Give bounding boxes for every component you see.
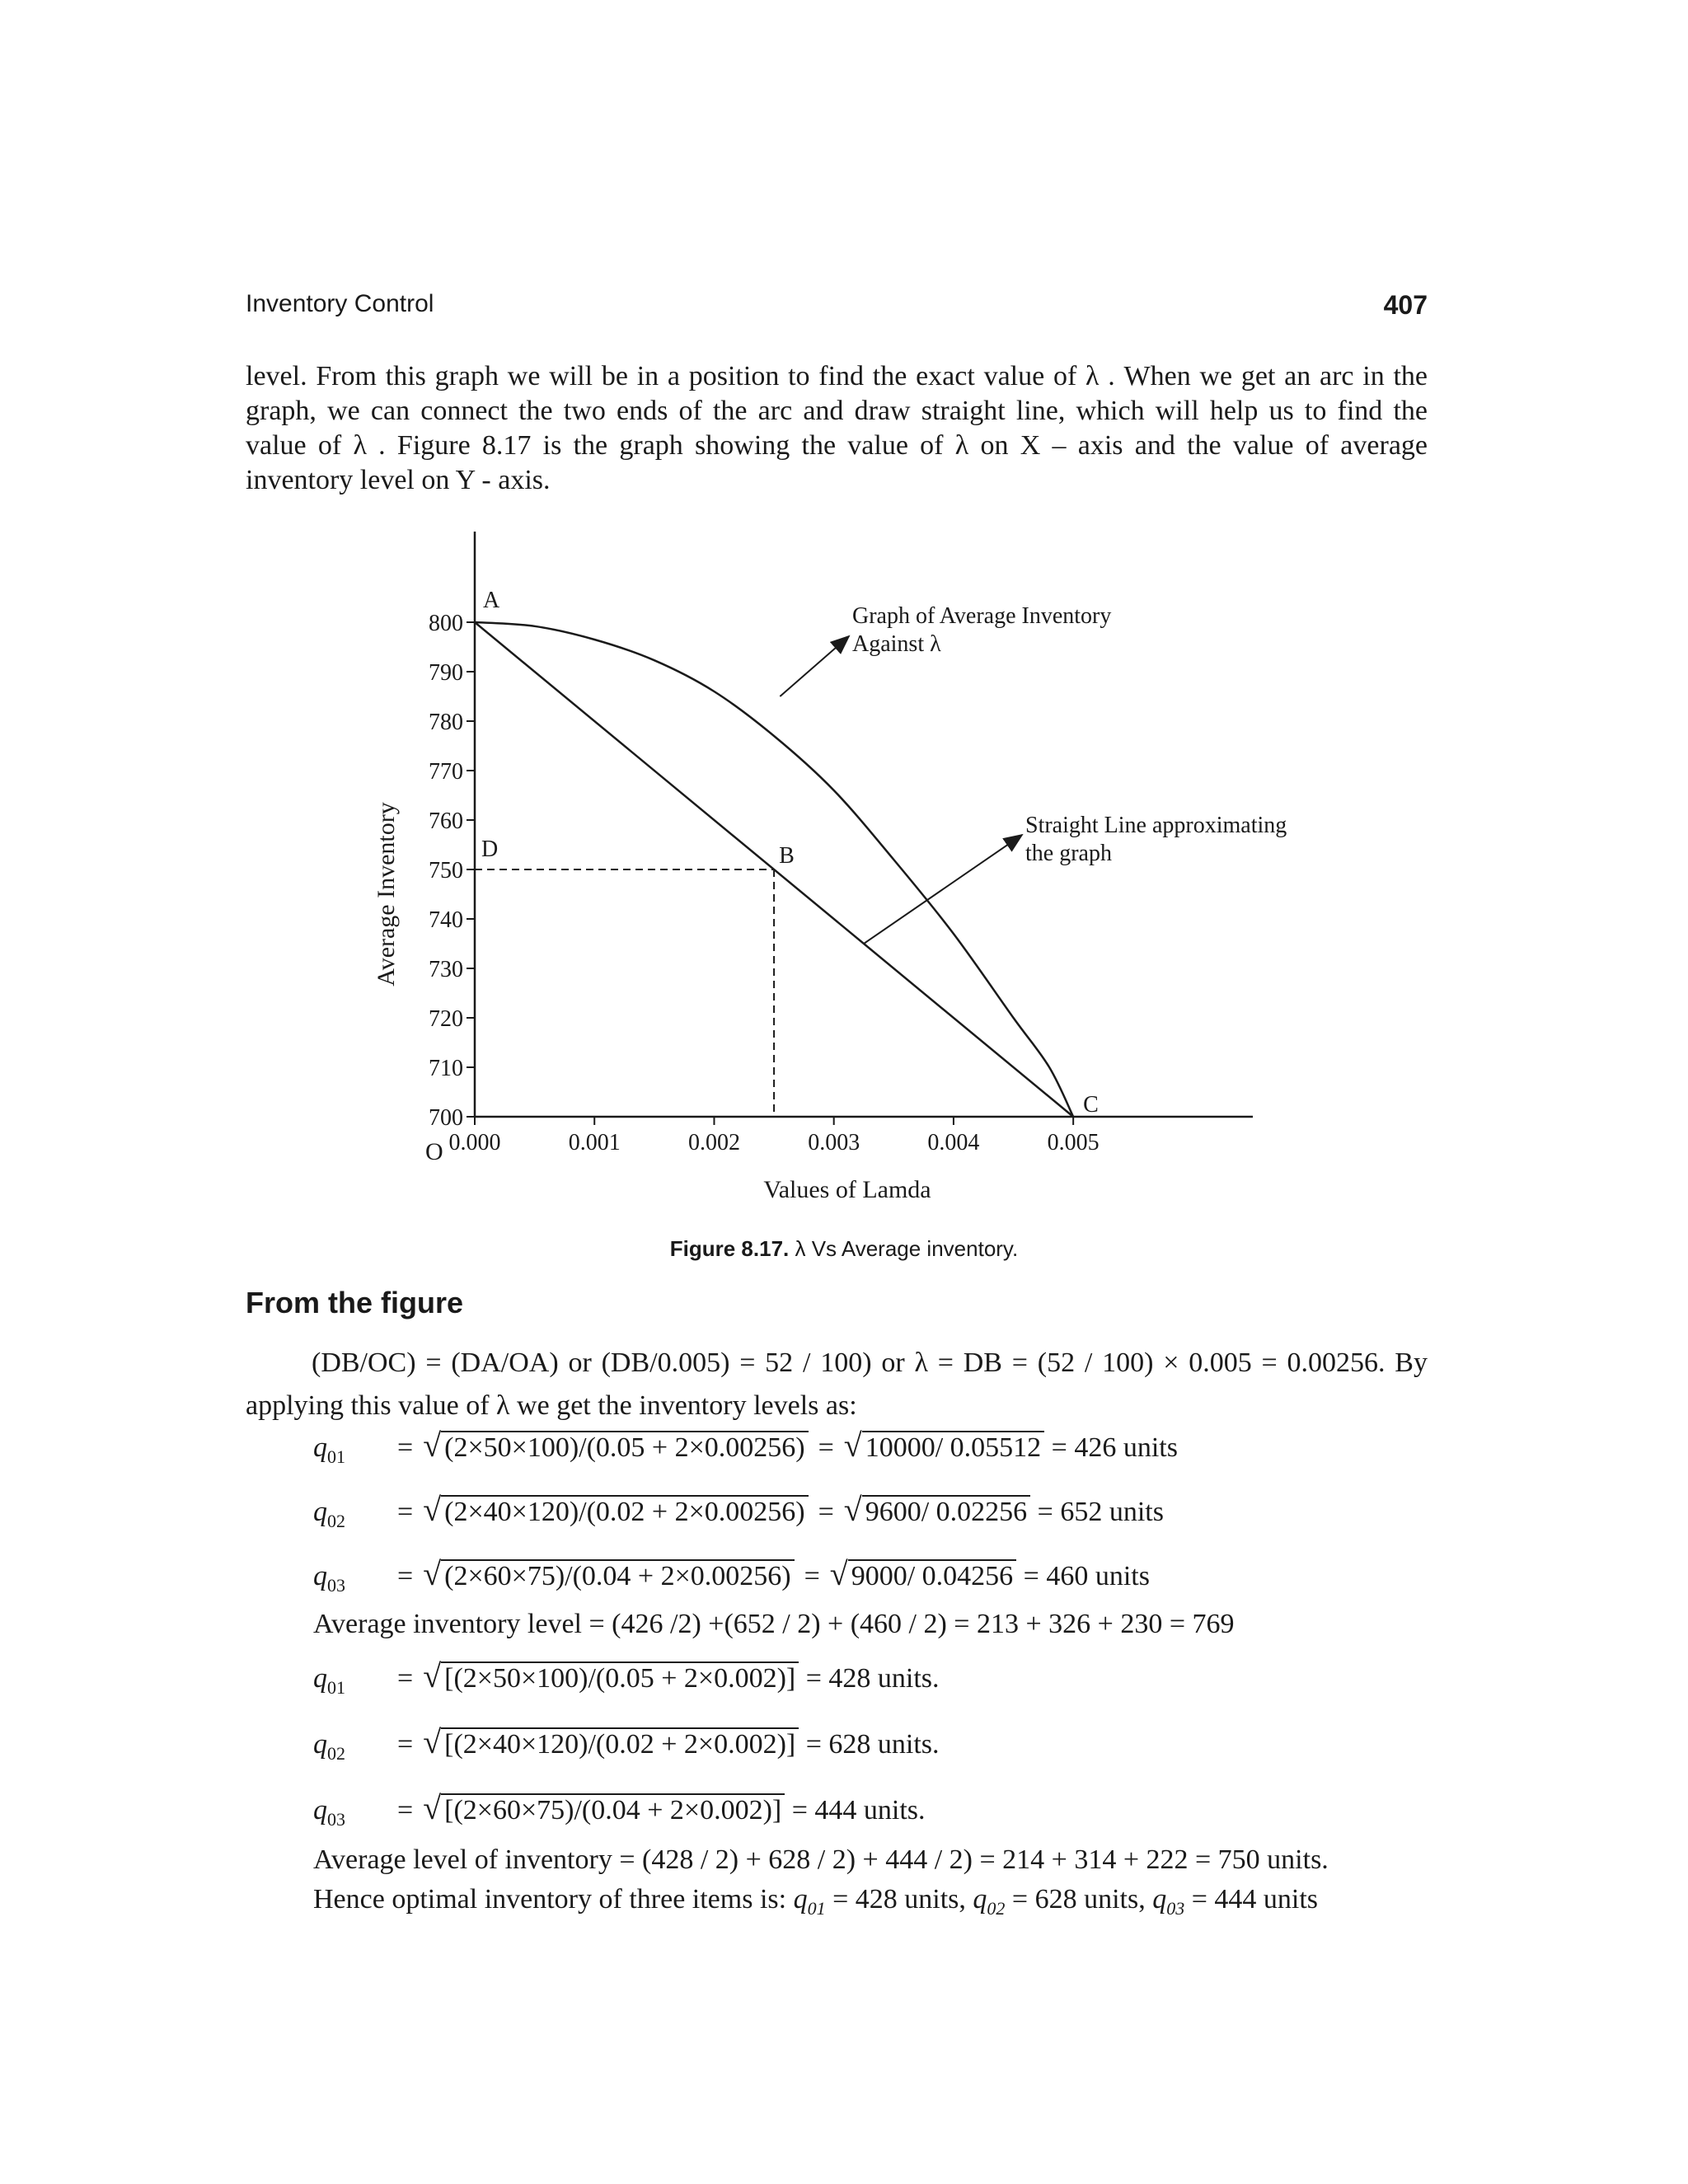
annotation-line-line1: Straight Line approximating	[1025, 813, 1287, 838]
intro-line: inventory level on Y - axis.	[246, 465, 551, 495]
y-tick-label: 790	[429, 660, 463, 686]
conclusion-sub: 03	[1166, 1897, 1185, 1919]
eq-lhs: q	[313, 1663, 327, 1694]
section-line: applying this value of λ we get the inventory levels as:	[246, 1390, 857, 1421]
y-tick-label: 800	[429, 611, 463, 636]
annotation-curve-line2: Against λ	[852, 631, 941, 657]
eq-result: = 628 units.	[805, 1729, 940, 1760]
average-inventory-chart	[363, 527, 1352, 1212]
eq-result: = 444 units.	[791, 1795, 926, 1825]
eq-op: =	[397, 1729, 414, 1760]
conclusion-sub: 02	[987, 1897, 1006, 1919]
eq-result: = 426 units	[1051, 1432, 1178, 1463]
eq-sub: 01	[327, 1676, 345, 1698]
equation-q02-b: $q_{02}$ = √ [(2×40×120)/(0.02 + 2×0.002)] = 628 units.	[313, 1723, 940, 1764]
point-label-b: B	[779, 843, 795, 869]
y-tick-label: 720	[429, 1006, 463, 1032]
figure-caption	[0, 1236, 1688, 1262]
eq-sub: 03	[327, 1808, 345, 1830]
y-axis-label: Average Inventory	[373, 802, 400, 987]
eq-sub: 02	[327, 1510, 345, 1531]
eq-lhs: q	[313, 1497, 327, 1527]
x-tick-label: 0.005	[1047, 1130, 1100, 1155]
equation-q02: $q_{02}$ = √ (2×40×120)/(0.02 + 2×0.00256) = √ 9600/ 0.02256 = 652 units	[313, 1491, 1164, 1531]
page-number: 407	[1383, 290, 1428, 320]
eq-radicand: [(2×40×120)/(0.02 + 2×0.002)]	[441, 1727, 799, 1760]
eq-result: = 460 units	[1023, 1561, 1150, 1591]
eq-radicand: (2×40×120)/(0.02 + 2×0.00256)	[441, 1495, 808, 1527]
point-label-a: A	[483, 588, 500, 613]
equation-q03-b: $q_{03}$ = √ [(2×60×75)/(0.04 + 2×0.002)] = 444 units.	[313, 1789, 926, 1830]
y-tick-label: 700	[429, 1105, 463, 1131]
conclusion-value: = 628 units,	[1005, 1884, 1153, 1915]
eq-radicand: 9600/ 0.02256	[862, 1495, 1030, 1527]
section-heading: From the figure	[246, 1286, 464, 1319]
y-tick-label: 730	[429, 957, 463, 982]
eq-radicand: 10000/ 0.05512	[862, 1431, 1044, 1463]
eq-op: =	[818, 1497, 834, 1527]
eq-op: =	[397, 1432, 414, 1463]
average-line-1: Average inventory level = (426 /2) +(652 / 2) + (460 / 2) = 213 + 326 + 230 = 769	[313, 1609, 1235, 1639]
x-tick-label: 0.003	[808, 1130, 860, 1155]
y-tick-label: 760	[429, 808, 463, 834]
conclusion-value: = 444 units	[1184, 1884, 1319, 1915]
eq-op: =	[804, 1561, 820, 1591]
eq-lhs: q	[313, 1729, 327, 1760]
annotation-line-line2: the graph	[1025, 841, 1112, 866]
y-tick-label: 780	[429, 710, 463, 735]
eq-op: =	[397, 1795, 414, 1825]
average-line-2: Average level of inventory = (428 / 2) + 628 / 2) + 444 / 2) = 214 + 314 + 222 = 750 units.	[313, 1844, 1329, 1875]
conclusion-prefix: Hence optimal inventory of three items is:	[313, 1884, 794, 1915]
x-tick-label: 0.000	[448, 1130, 501, 1155]
x-tick-label: 0.004	[927, 1130, 980, 1155]
origin-label: O	[425, 1138, 443, 1165]
annotation-arrow-curve	[780, 636, 849, 696]
eq-radicand: [(2×60×75)/(0.04 + 2×0.002)]	[441, 1793, 785, 1825]
eq-sub: 03	[327, 1574, 345, 1596]
eq-radicand: (2×60×75)/(0.04 + 2×0.00256)	[441, 1559, 794, 1591]
eq-op: =	[818, 1432, 834, 1463]
x-tick-label: 0.002	[687, 1130, 740, 1155]
intro-line: value of λ . Figure 8.17 is the graph showing the value of λ on X – axis and the value of average	[246, 430, 1428, 461]
section-line: (DB/OC) = (DA/OA) or (DB/0.005) = 52 / 100) or λ = DB = (52 / 100) × 0.005 = 0.00256. By	[312, 1347, 1428, 1378]
equation-q03: $q_{03}$ = √ (2×60×75)/(0.04 + 2×0.00256) = √ 9000/ 0.04256 = 460 units	[313, 1555, 1150, 1596]
annotation-curve-line1: Graph of Average Inventory	[852, 603, 1112, 629]
y-tick-label: 710	[429, 1056, 463, 1081]
figure-label: Figure 8.17.	[669, 1236, 790, 1261]
intro-line: graph, we can connect the two ends of the arc and draw straight line, which will help us to find the	[246, 396, 1428, 426]
eq-radicand: (2×50×100)/(0.05 + 2×0.00256)	[441, 1431, 808, 1463]
eq-radicand: 9000/ 0.04256	[848, 1559, 1016, 1591]
conclusion-value: = 428 units,	[825, 1884, 973, 1915]
eq-result: = 428 units.	[805, 1663, 940, 1694]
conclusion-sub: 01	[807, 1897, 826, 1919]
eq-op: =	[397, 1497, 414, 1527]
intro-paragraph	[246, 359, 1428, 498]
y-tick-label: 770	[429, 759, 463, 785]
running-header	[246, 290, 1428, 326]
point-label-c: C	[1083, 1092, 1099, 1118]
equation-q01: $q_{01}$ = √ (2×50×100)/(0.05 + 2×0.00256) = √ 10000/ 0.05512 = 426 units	[313, 1427, 1178, 1467]
y-tick-label: 740	[429, 907, 463, 933]
eq-op: =	[397, 1561, 414, 1591]
eq-op: =	[397, 1663, 414, 1694]
eq-lhs: q	[313, 1561, 327, 1591]
running-header-title: Inventory Control	[246, 290, 434, 317]
eq-sub: 02	[327, 1742, 345, 1764]
intro-line: level. From this graph we will be in a position to find the exact value of λ . When we get an arc in the	[246, 361, 1428, 391]
figure-caption-text: λ Vs Average inventory.	[795, 1236, 1019, 1261]
y-tick-label: 750	[429, 858, 463, 883]
x-axis-label: Values of Lamda	[763, 1176, 931, 1203]
conclusion-line: Hence optimal inventory of three items is: $q_{01} = 428$ units, $q_{02} = 628$ units, $q_{03} = 444$ units	[313, 1884, 1319, 1919]
eq-radicand: [(2×50×100)/(0.05 + 2×0.002)]	[441, 1661, 799, 1694]
eq-lhs: q	[313, 1795, 327, 1825]
eq-sub: 01	[327, 1446, 345, 1467]
point-label-d: D	[481, 837, 499, 862]
section-paragraph	[246, 1342, 1428, 1427]
eq-result: = 652 units	[1037, 1497, 1164, 1527]
x-tick-label: 0.001	[568, 1130, 621, 1155]
equation-q01-b: $q_{01}$ = √ [(2×50×100)/(0.05 + 2×0.002)] = 428 units.	[313, 1657, 940, 1698]
eq-lhs: q	[313, 1432, 327, 1463]
